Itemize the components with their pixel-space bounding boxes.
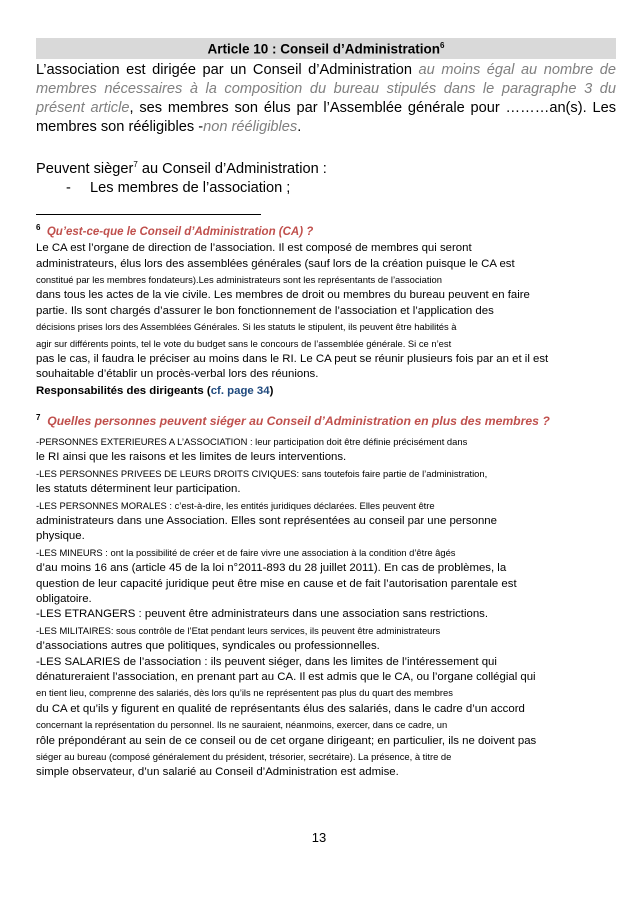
footnote-ref-7[interactable]: 7 xyxy=(133,160,138,170)
footnote-6-heading-text: Qu’est-ce-que le Conseil d’Administration (CA) ? xyxy=(46,226,314,239)
footnote-7-line: siéger au bureau (composé généralement du président, trésorier, secrétaire). La présence, à titre de xyxy=(36,751,452,763)
footnote-7-line: dénatureraient l’association, en prenant part au CA. Il est admis que le CA, ou l’organe collégial qui xyxy=(36,671,536,684)
page-reference-link[interactable]: cf. page 34 xyxy=(210,384,270,397)
list-item-text: Les membres de l’association ; xyxy=(90,180,291,197)
article-title-text: Article 10 : Conseil d’Administration xyxy=(207,41,441,57)
footnote-7-line: en tient lieu, comprenne des salariés, dès lors qu’ils ne représentent pas plus du quart des membres xyxy=(36,687,453,699)
footnote-7-heading-text: Quelles personnes peuvent siéger au Conseil d’Administration en plus des membres ? xyxy=(47,413,550,428)
footnote-7-line: physique. xyxy=(36,530,85,543)
footnote-6-line: dans tous les actes de la vie civile. Les membres de droit ou membres du bureau peuvent en faire xyxy=(36,289,530,302)
footnote-6-body xyxy=(36,241,616,399)
footnote-7-line: question de leur capacité juridique peut être mise en cause et de fait l’autorisation parentale est xyxy=(36,577,517,590)
para1-text-e: . xyxy=(297,119,302,136)
footnote-7-line: obligatoire. xyxy=(36,592,92,605)
article-title xyxy=(36,38,616,59)
footnote-6-line: décisions prises lors des Assemblées Générales. Si les statuts le stipulent, ils peuvent être habilités à xyxy=(36,321,457,333)
article-paragraph-2 xyxy=(36,155,616,179)
para1-text-optional-b: au moins égal au nombre de membres nécessaires à la composition du bureau stipulés dans le paragraphe 3 du présent article xyxy=(36,61,616,116)
footnote-6-line: partie. Ils sont chargés d’assurer le bon fonctionnement de l’association et l’application des xyxy=(36,304,494,317)
footnote-6-line: agir sur différents points, tel le vote du budget sans le concours de l’assemblée générale. Si ce n’est xyxy=(36,337,452,349)
footnote-6-line: administrateurs, élus lors des assemblées générales (sauf lors de la création puisque le CA est xyxy=(36,257,515,270)
footnote-7-body xyxy=(36,434,616,781)
para1-text-optional-d: non rééligibles xyxy=(203,119,298,136)
footnote-7-line: -LES PERSONNES PRIVEES DE LEURS DROITS CIVIQUES: sans toutefois faire partie de l’administration, xyxy=(36,467,488,479)
footnote-7-line: rôle prépondérant au sein de ce conseil ou de cet organe dirigeant; en particulier, ils ne doivent pas xyxy=(36,734,537,747)
footnote-7-line: le RI ainsi que les raisons et les limites de leurs interventions. xyxy=(36,451,347,464)
footnote-7-line: d’au moins 16 ans (article 45 de la loi n°2011-893 du 28 juillet 2011). En cas de problèmes, la xyxy=(36,562,507,575)
footnote-7-heading xyxy=(36,413,616,428)
footnote-7-line: -LES PERSONNES MORALES : c’est-à-dire, les entités juridiques déclarées. Elles peuvent être xyxy=(36,499,435,511)
para1-text-c: , ses membres son élus par l’Assemblée générale pour ………an(s). Les membres son rééligibles - xyxy=(36,99,616,136)
footnote-7-line: d’associations autres que politiques, syndicales ou professionnelles. xyxy=(36,640,380,653)
footnote-separator xyxy=(36,214,261,215)
list-dash: - xyxy=(66,180,71,197)
footnote-7-line: administrateurs dans une Association. Elles sont représentées au conseil par une personne xyxy=(36,514,497,527)
footnote-7-line: -LES MINEURS : ont la possibilité de créer et de faire vivre une association à la condition d’être âgés xyxy=(36,546,456,558)
footnote-7-line: -PERSONNES EXTERIEURES A L’ASSOCIATION : leur participation doit être définie précisément dans xyxy=(36,435,468,447)
footnote-7-number: 7 xyxy=(36,412,41,422)
responsibility-note: Responsabilités des dirigeants (cf. page 34) xyxy=(36,384,274,397)
footnote-7-line: -LES ETRANGERS : peuvent être administrateurs dans une association sans restrictions. xyxy=(36,608,489,621)
para2-text-a: Peuvent sièger xyxy=(36,161,134,178)
footnote-7-line: concernant la représentation du personnel. Ils ne sauraient, néanmoins, exercer, dans ce cadre, un xyxy=(36,719,448,731)
para2-text-b: au Conseil d’Administration : xyxy=(137,161,327,178)
footnote-6-heading xyxy=(36,223,616,238)
footnote-7-line: -LES SALARIES de l’association : ils peuvent siéger, dans les limites de l’intéressement qui xyxy=(36,655,497,668)
footnote-6-line: souhaitable d’établir un procès-verbal lors des réunions. xyxy=(36,368,319,381)
footnote-7-line: du CA et qu’ils y figurent en qualité de représentants élus des salariés, dans le cadre d’un accord xyxy=(36,702,525,715)
page-number: 13 xyxy=(311,830,327,845)
responsibility-label: Responsabilités des dirigeants xyxy=(36,384,204,397)
footnote-7-line: les statuts déterminent leur participation. xyxy=(36,483,241,496)
footnote-ref-6[interactable]: 6 xyxy=(440,41,445,50)
para1-text-a: L’association est dirigée par un Conseil d’Administration xyxy=(36,61,419,78)
footnote-6-number: 6 xyxy=(36,223,41,233)
list-item xyxy=(36,179,616,198)
footnote-7-line: simple observateur, d’un salarié au Conseil d’Administration est admise. xyxy=(36,766,399,779)
footnote-6-line: pas le cas, il faudra le préciser au moins dans le RI. Le CA peut se réunir plusieurs fois par an et il est xyxy=(36,353,549,366)
article-paragraph-1 xyxy=(36,61,616,138)
footnote-6-line: Le CA est l’organe de direction de l’association. Il est composé de membres qui seront xyxy=(36,242,472,255)
footnote-6-line: constitué par les membres fondateurs).Les administrateurs sont les représentants de l’association xyxy=(36,274,442,286)
footnote-7-line: -LES MILITAIRES: sous contrôle de l’Etat pendant leurs services, ils peuvent être administrateurs xyxy=(36,624,441,636)
